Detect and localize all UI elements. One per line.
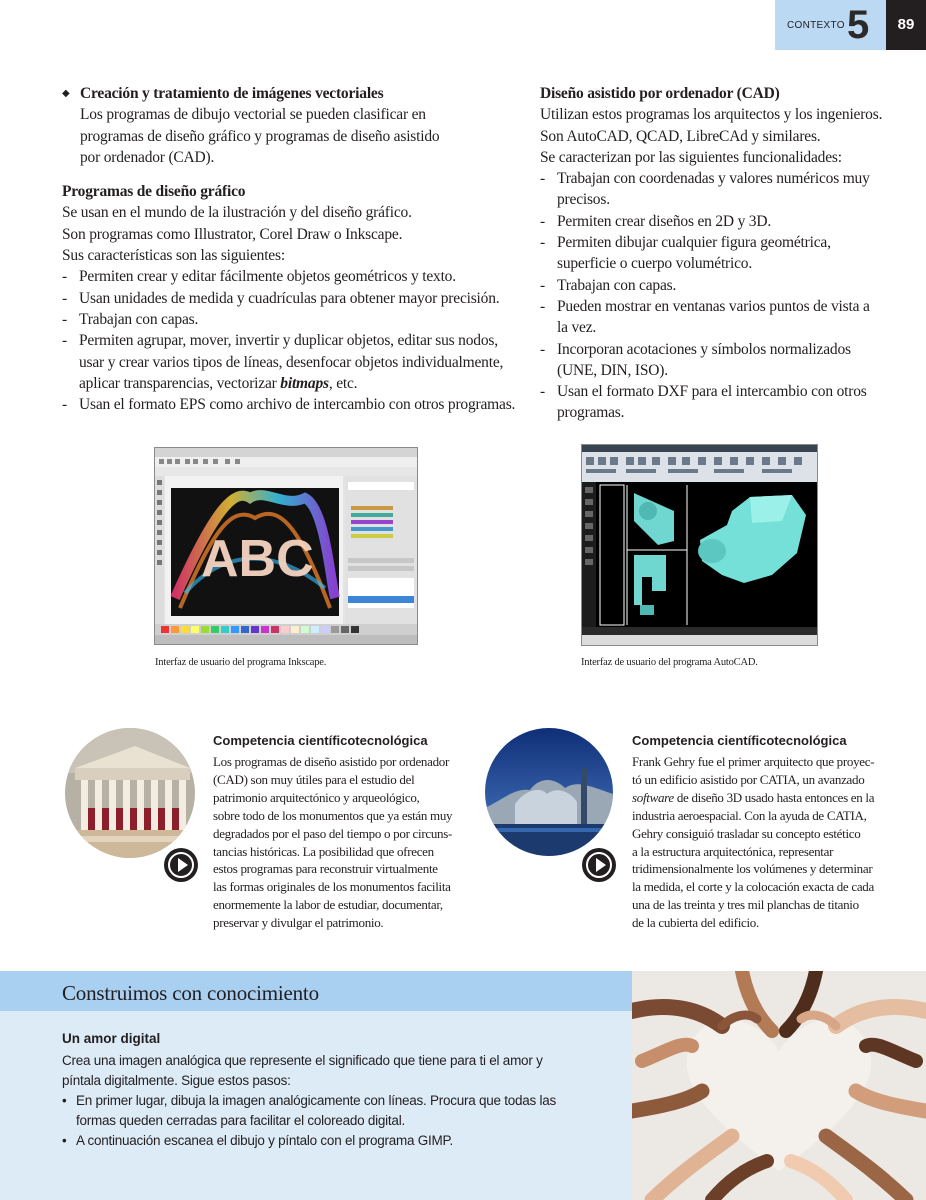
list-item: - Usan el formato EPS como archivo de intercambio con otros programas. <box>62 396 516 414</box>
bullet-text-line: por ordenador (CAD). <box>80 148 215 166</box>
play-video-icon[interactable] <box>164 848 198 882</box>
inkscape-caption: Interfaz de usuario del programa Inkscape. <box>155 657 327 668</box>
list-item: - Trabajan con capas. <box>62 310 199 328</box>
list-item: - Permiten crear y editar fácilmente objetos geométricos y texto. <box>62 268 456 286</box>
competencia-text: Frank Gehry fue el primer arquitecto que proyec- tó un edificio asistido por CATIA, un avanzado software de diseño 3D usado hasta entonces en la industria aeroespacial. Con la ayuda de CATIA, Gehry consiguió trasladar su concepto estético a la estructura arquitectónica, representar tridimensionalmente los volúmenes y determinar la medida, el corte y la colocación exacta de cada una de las treinta y tres mil planchas de titanio de la cubierta del edificio. <box>632 754 875 931</box>
autocad-screenshot <box>581 444 818 646</box>
section-label: CONTEXTO <box>787 20 845 31</box>
subheading-graphic-design: Programas de diseño gráfico <box>62 183 246 201</box>
diamond-bullet-icon: ◆ <box>62 88 70 99</box>
list-item: - Usan unidades de medida y cuadrículas para obtener mayor precisión. <box>62 289 500 307</box>
list-item: - Incorporan acotaciones y símbolos normalizados (UNE, DIN, ISO). <box>540 340 851 379</box>
intro-line: Son AutoCAD, QCAD, LibreCAd y similares. <box>540 127 821 145</box>
guggenheim-museum-image <box>485 728 613 856</box>
activity-subtitle: Un amor digital <box>62 1031 161 1046</box>
left-column <box>62 83 522 415</box>
right-column <box>540 83 900 424</box>
list-item: - Permiten crear diseños en 2D y 3D. <box>540 212 772 230</box>
temple-reconstruction-image <box>65 728 195 858</box>
page-number: 89 <box>897 16 915 33</box>
subheading-cad: Diseño asistido por ordenador (CAD) <box>540 85 780 102</box>
intro-line: Se caracterizan por las siguientes funcionalidades: <box>540 148 842 166</box>
play-video-icon[interactable] <box>582 848 616 882</box>
activity-body <box>62 1051 582 1151</box>
activity-intro: Crea una imagen analógica que represente el significado que tiene para ti el amor y píntala digitalmente. Sigue estos pasos: <box>62 1053 543 1088</box>
competencia-title: Competencia científicotecnológica <box>213 733 428 748</box>
competencia-text: Los programas de diseño asistido por ordenador (CAD) son muy útiles para el estudio del patrimonio arquitectónico y arqueológico, sobre todo de los monumentos que ya están muy degradados por el paso del tiempo o por circuns- tancias históricas. La posibilidad que ofrecen estos programas para reconstruir virtualmente las formas originales de los monumentos facilita enormemente la labor de estudiar, documentar, preservar y divulgar el patrimonio. <box>213 754 453 931</box>
hands-heart-image <box>632 971 926 1200</box>
autocad-caption: Interfaz de usuario del programa AutoCAD. <box>581 657 758 668</box>
activity-title: Construimos con conocimiento <box>62 981 319 1005</box>
list-item: - Trabajan con capas. <box>540 276 677 294</box>
chapter-number: 5 <box>847 3 870 47</box>
bullet-text-line: programas de diseño gráfico y programas de diseño asistido <box>80 127 440 145</box>
bullet-title: Creación y tratamiento de imágenes vectoriales <box>80 85 384 102</box>
activity-steps <box>62 1091 582 1151</box>
list-item: - Pueden mostrar en ventanas varios puntos de vista a la vez. <box>540 297 870 337</box>
list-item: - Trabajan con coordenadas y valores numéricos muy precisos. <box>540 170 870 209</box>
list-item: - Usan el formato DXF para el intercambio con otros programas. <box>540 383 867 422</box>
list-item: - Permiten agrupar, mover, invertir y duplicar objetos, editar sus nodos, usar y crear varios tipos de líneas, desenfocar objetos individualmente, aplicar transparencias, vectorizar bitmaps, etc. <box>62 332 504 392</box>
list-item: • A continuación escanea el dibujo y píntalo con el programa GIMP. <box>62 1133 453 1148</box>
intro-line: Se usan en el mundo de la ilustración y del diseño gráfico. <box>62 204 412 222</box>
list-item: • En primer lugar, dibuja la imagen analógicamente con líneas. Procura que todas las formas queden cerradas para facilitar el coloreado digital. <box>62 1093 557 1128</box>
intro-line: Son programas como Illustrator, Corel Draw o Inkscape. <box>62 225 403 243</box>
features-list <box>62 266 522 415</box>
competencia-title: Competencia científicotecnológica <box>632 733 847 748</box>
bullet-text-line: Los programas de dibujo vectorial se pueden clasificar en <box>80 106 426 124</box>
intro-line: Utilizan estos programas los arquitectos y los ingenieros. <box>540 106 883 124</box>
list-item: - Permiten dibujar cualquier figura geométrica, superficie o cuerpo volumétrico. <box>540 234 831 273</box>
inkscape-screenshot <box>154 447 418 645</box>
cad-features-list <box>540 168 880 424</box>
canvas-letters: ABC <box>201 530 314 588</box>
intro-line: Sus características son las siguientes: <box>62 247 285 265</box>
